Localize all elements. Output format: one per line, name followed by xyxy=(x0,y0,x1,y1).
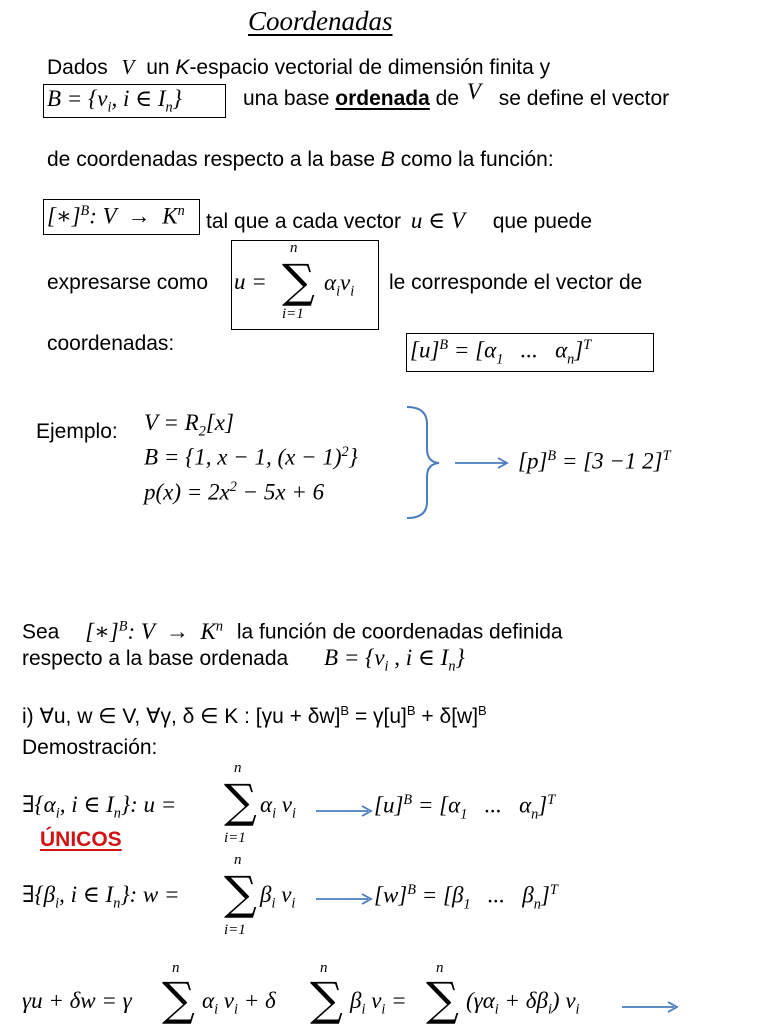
sum-expression-u: u = n ∑ i=1 $\alpha_iv_i$ xyxy=(234,240,355,322)
intro-line-2 xyxy=(243,79,670,112)
theorem-text: Sea xyxy=(22,620,60,644)
math-symbol: V xyxy=(466,79,481,104)
math-text: [p] xyxy=(518,448,548,474)
arrow-icon xyxy=(314,804,374,818)
demonstration-label: Demostración: xyxy=(22,736,158,759)
theorem-line-2 xyxy=(22,645,465,680)
function-definition: [∗]$^B$: $V \to K^n$ xyxy=(47,203,185,229)
math-symbol: u ∈ V xyxy=(410,208,465,233)
intro-text: Dados xyxy=(47,56,108,79)
intro-line-1 xyxy=(47,54,550,81)
example-result: $[p]^B = [3 -1$ 2]$^T$ xyxy=(518,448,671,474)
math-text: B = {1, x − 1, (x − 1) xyxy=(144,444,342,470)
property-i: i) ∀u, w ∈ V, ∀γ, δ ∈ K : $[\gamma u + \delta w]^B = \gamma[u]^B + \delta[w]^B$ xyxy=(22,703,487,728)
math-text: − 5x + 6 xyxy=(236,479,325,505)
intro-text: como la función: xyxy=(400,148,554,171)
intro-text: de xyxy=(435,87,459,110)
intro-line-3 xyxy=(47,147,554,173)
intro-text: una base xyxy=(243,87,330,110)
math-text: = [3 −1 2] xyxy=(556,448,663,474)
theorem-line-1 xyxy=(22,613,563,646)
math-text: i) ∀u, w ∈ V, ∀γ, δ ∈ K : [γu + δw] xyxy=(22,705,341,728)
arrow-icon xyxy=(620,1000,680,1014)
math-text: [∗]$^B$: $V \to K^n$ xyxy=(85,618,223,644)
math-text: [∗] xyxy=(47,203,81,229)
intro-text: que puede xyxy=(492,210,593,233)
theorem-text: la función de coordenadas definida xyxy=(236,620,563,644)
math-text: + δ[w] xyxy=(415,705,479,728)
linear-combination: γu + δw = γ n ∑ $\alpha_i$ $v_i + \delta$ n ∑ $\beta_i$ $v_i$ = n ∑ $(\gamma\alpha_i + \delta\beta_i)$ $v_i$ xyxy=(22,958,762,1024)
math-text: , i ∈ I xyxy=(111,86,166,111)
example-line-1: $V = R_2[x]$ xyxy=(144,410,234,440)
beta-expansion: $\exists\{\beta_i$, i ∈ $I_n$}: w = n ∑ i=1 $\beta_i$ $v_i$ $[w]^B = [\beta_1$ ... $\beta_n]^T$ xyxy=(22,852,558,938)
math-text: = γ[u] xyxy=(349,705,407,728)
intro-text: un xyxy=(146,56,170,79)
coordinate-vector: $[u]^B = [\alpha_1$ ... $\alpha_n]^T$ xyxy=(410,337,592,368)
example-line-3: $p(x) = 2x^2 - 5x + 6$ xyxy=(144,479,325,505)
intro-line-5b: le corresponde el vector de xyxy=(389,271,643,294)
unicos-label: ÚNICOS xyxy=(40,828,122,851)
math-text: $B = \{v_i$ , i ∈ $I_n$} xyxy=(324,645,465,675)
ordenada-emphasis: ordenada xyxy=(335,87,430,110)
intro-text: tal que a cada vector xyxy=(206,210,401,233)
theorem-text: respecto a la base ordenada xyxy=(22,647,289,670)
example-brace xyxy=(405,404,515,522)
math-text: B = {v xyxy=(47,86,108,111)
example-line-2: B = {1, x − 1, $(x - 1)^2$} xyxy=(144,444,358,470)
math-text: p(x) = 2x xyxy=(144,479,230,505)
intro-line-4 xyxy=(206,208,592,235)
example-label: Ejemplo: xyxy=(36,420,118,443)
alpha-expansion: $\exists\{\alpha_i$, i ∈ $I_n$}: u = n ∑ i=1 $\alpha_i$ $v_i$ $[u]^B = [\alpha_1$ ... $\alpha_n]^T$ xyxy=(22,760,556,846)
page-title: Coordenadas xyxy=(248,6,393,36)
math-text: V = R xyxy=(144,410,199,435)
math-symbol: B xyxy=(380,148,395,171)
math-symbol: V xyxy=(121,55,135,79)
intro-text: -espacio vectorial de dimensión finita y xyxy=(189,56,551,79)
intro-line-5a: expresarse como xyxy=(47,271,209,294)
intro-text: se define el vector xyxy=(498,87,670,110)
intro-text: K xyxy=(175,56,190,79)
intro-text: de coordenadas respecto a la base xyxy=(47,148,376,171)
arrow-icon xyxy=(314,892,374,906)
intro-line-6: coordenadas: xyxy=(47,332,175,355)
base-definition: $B = \{v_i$, i ∈ $I_n$} xyxy=(47,86,182,116)
